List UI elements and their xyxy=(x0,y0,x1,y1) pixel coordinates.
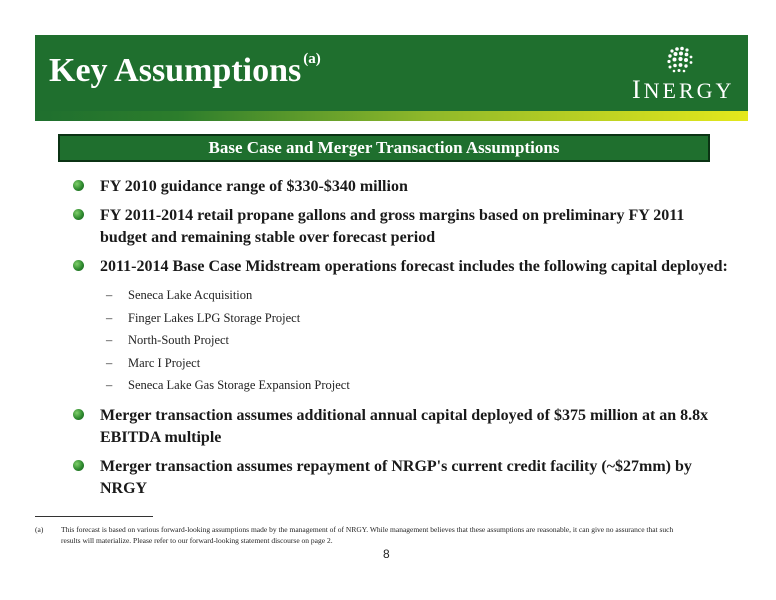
sub-bullet-text: Marc I Project xyxy=(128,355,201,370)
sub-bullet-item xyxy=(73,329,733,352)
sub-bullet-text: Seneca Lake Acquisition xyxy=(128,288,253,302)
logo-rest: NERGY xyxy=(643,78,735,103)
logo-initial: I xyxy=(632,75,644,104)
bullet-text: FY 2011-2014 retail propane gallons and gross margins based on preliminary FY 2011 budget and remaining stable over forecast period xyxy=(100,207,685,246)
bullet-item xyxy=(73,405,733,449)
section-heading-box xyxy=(58,134,710,162)
bullet-text: Merger transaction assumes repayment of NRGP's current credit facility (~$27mm) by NRGY xyxy=(100,457,692,497)
bullet-list xyxy=(73,176,733,507)
bullet-text: FY 2010 guidance range of $330-$340 million xyxy=(100,178,408,195)
dash-icon: – xyxy=(106,378,113,392)
dash-icon: – xyxy=(106,355,113,370)
dash-icon: – xyxy=(106,333,113,347)
green-sphere-bullet-icon xyxy=(73,260,84,271)
bullet-text: 2011-2014 Base Case Midstream operations forecast includes the following capital deployed: xyxy=(100,258,728,275)
dotted-sphere-logo-icon xyxy=(664,45,694,77)
footnote-marker: (a) xyxy=(35,525,44,534)
footnote-divider xyxy=(35,516,153,517)
title-footnote-marker: (a) xyxy=(303,51,321,67)
inergy-logo xyxy=(628,45,738,104)
dash-icon: – xyxy=(106,288,113,302)
bullet-item xyxy=(73,256,733,278)
sub-bullet-item xyxy=(73,284,733,307)
sub-bullet-text: Seneca Lake Gas Storage Expansion Project xyxy=(128,378,350,392)
green-sphere-bullet-icon xyxy=(73,409,84,420)
bullet-text: Merger transaction assumes additional annual capital deployed of $375 million at an 8.8x EBITDA multiple xyxy=(100,406,709,446)
sub-bullet-text: North-South Project xyxy=(128,333,230,347)
sub-bullet-item xyxy=(73,352,733,375)
slide-title-text: Key Assumptions xyxy=(49,52,302,89)
green-sphere-bullet-icon xyxy=(73,209,84,220)
bullet-item xyxy=(73,176,733,198)
bullet-item xyxy=(73,456,733,500)
slide-title xyxy=(49,51,321,90)
green-sphere-bullet-icon xyxy=(73,460,84,471)
footnote xyxy=(35,524,685,546)
sub-bullet-item xyxy=(73,307,733,330)
page-number: 8 xyxy=(383,547,390,561)
bullet-item xyxy=(73,205,733,249)
footnote-text: This forecast is based on various forward-looking assumptions made by the management of of NRGY. While management believes that these assumptions are reasonable, it can give no assurance that such results will materialize. Please refer to our forward-looking statement discourse on page 2. xyxy=(61,525,674,545)
section-heading: Base Case and Merger Transaction Assumptions xyxy=(208,138,560,157)
gradient-accent-bar xyxy=(35,111,748,121)
green-sphere-bullet-icon xyxy=(73,180,84,191)
dash-icon: – xyxy=(106,310,113,325)
sub-bullet-list xyxy=(73,284,733,397)
sub-bullet-item xyxy=(73,374,733,397)
logo-wordmark xyxy=(632,75,734,105)
sub-bullet-text: Finger Lakes LPG Storage Project xyxy=(128,310,301,325)
